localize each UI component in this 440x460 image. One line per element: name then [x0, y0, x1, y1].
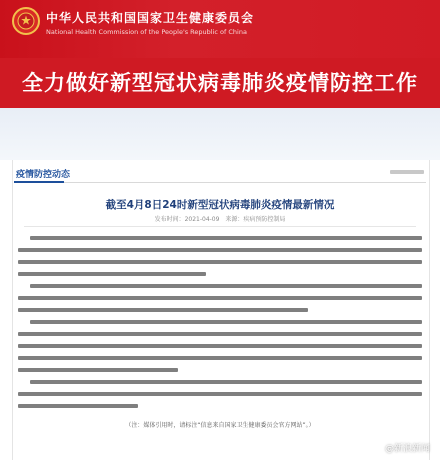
text-line [18, 308, 308, 312]
text-line [30, 236, 422, 240]
site-title[interactable]: 中华人民共和国国家卫生健康委员会 [46, 11, 255, 25]
text-line [18, 368, 178, 372]
section-tab-epidemic-news[interactable]: 疫情防控动态 [16, 170, 71, 180]
tab-divider [14, 182, 426, 183]
text-line [18, 356, 422, 360]
banner-slogan: 全力做好新型冠状病毒肺炎疫情防控工作 [22, 71, 418, 95]
article-body [18, 236, 422, 416]
text-line [30, 284, 422, 288]
campaign-banner [0, 58, 440, 108]
site-header [0, 0, 440, 58]
site-subtitle: National Health Commission of the People's Republic of China [46, 28, 247, 36]
text-line [18, 296, 422, 300]
text-line [18, 260, 422, 264]
national-emblem-icon[interactable] [12, 7, 40, 35]
text-line [18, 272, 206, 276]
article-meta: 发布时间：2021-04-09 来源：疾病预防控制局 [154, 216, 286, 223]
breadcrumb[interactable] [390, 170, 424, 174]
text-line [18, 344, 422, 348]
background-band [0, 108, 440, 160]
citation-note: （注：媒体引用时，请标注“信息来自国家卫生健康委员会官方网站”。） [125, 422, 315, 429]
text-line [18, 404, 138, 408]
watermark: @新浪新闻 [384, 444, 430, 454]
text-line [18, 248, 422, 252]
text-line [30, 320, 422, 324]
active-tab-indicator [14, 181, 64, 183]
text-line [18, 392, 422, 396]
meta-divider [24, 226, 416, 227]
text-line [30, 380, 422, 384]
article-title: 截至4月8日24时新型冠状病毒肺炎疫情最新情况 [105, 199, 335, 211]
text-line [18, 332, 422, 336]
